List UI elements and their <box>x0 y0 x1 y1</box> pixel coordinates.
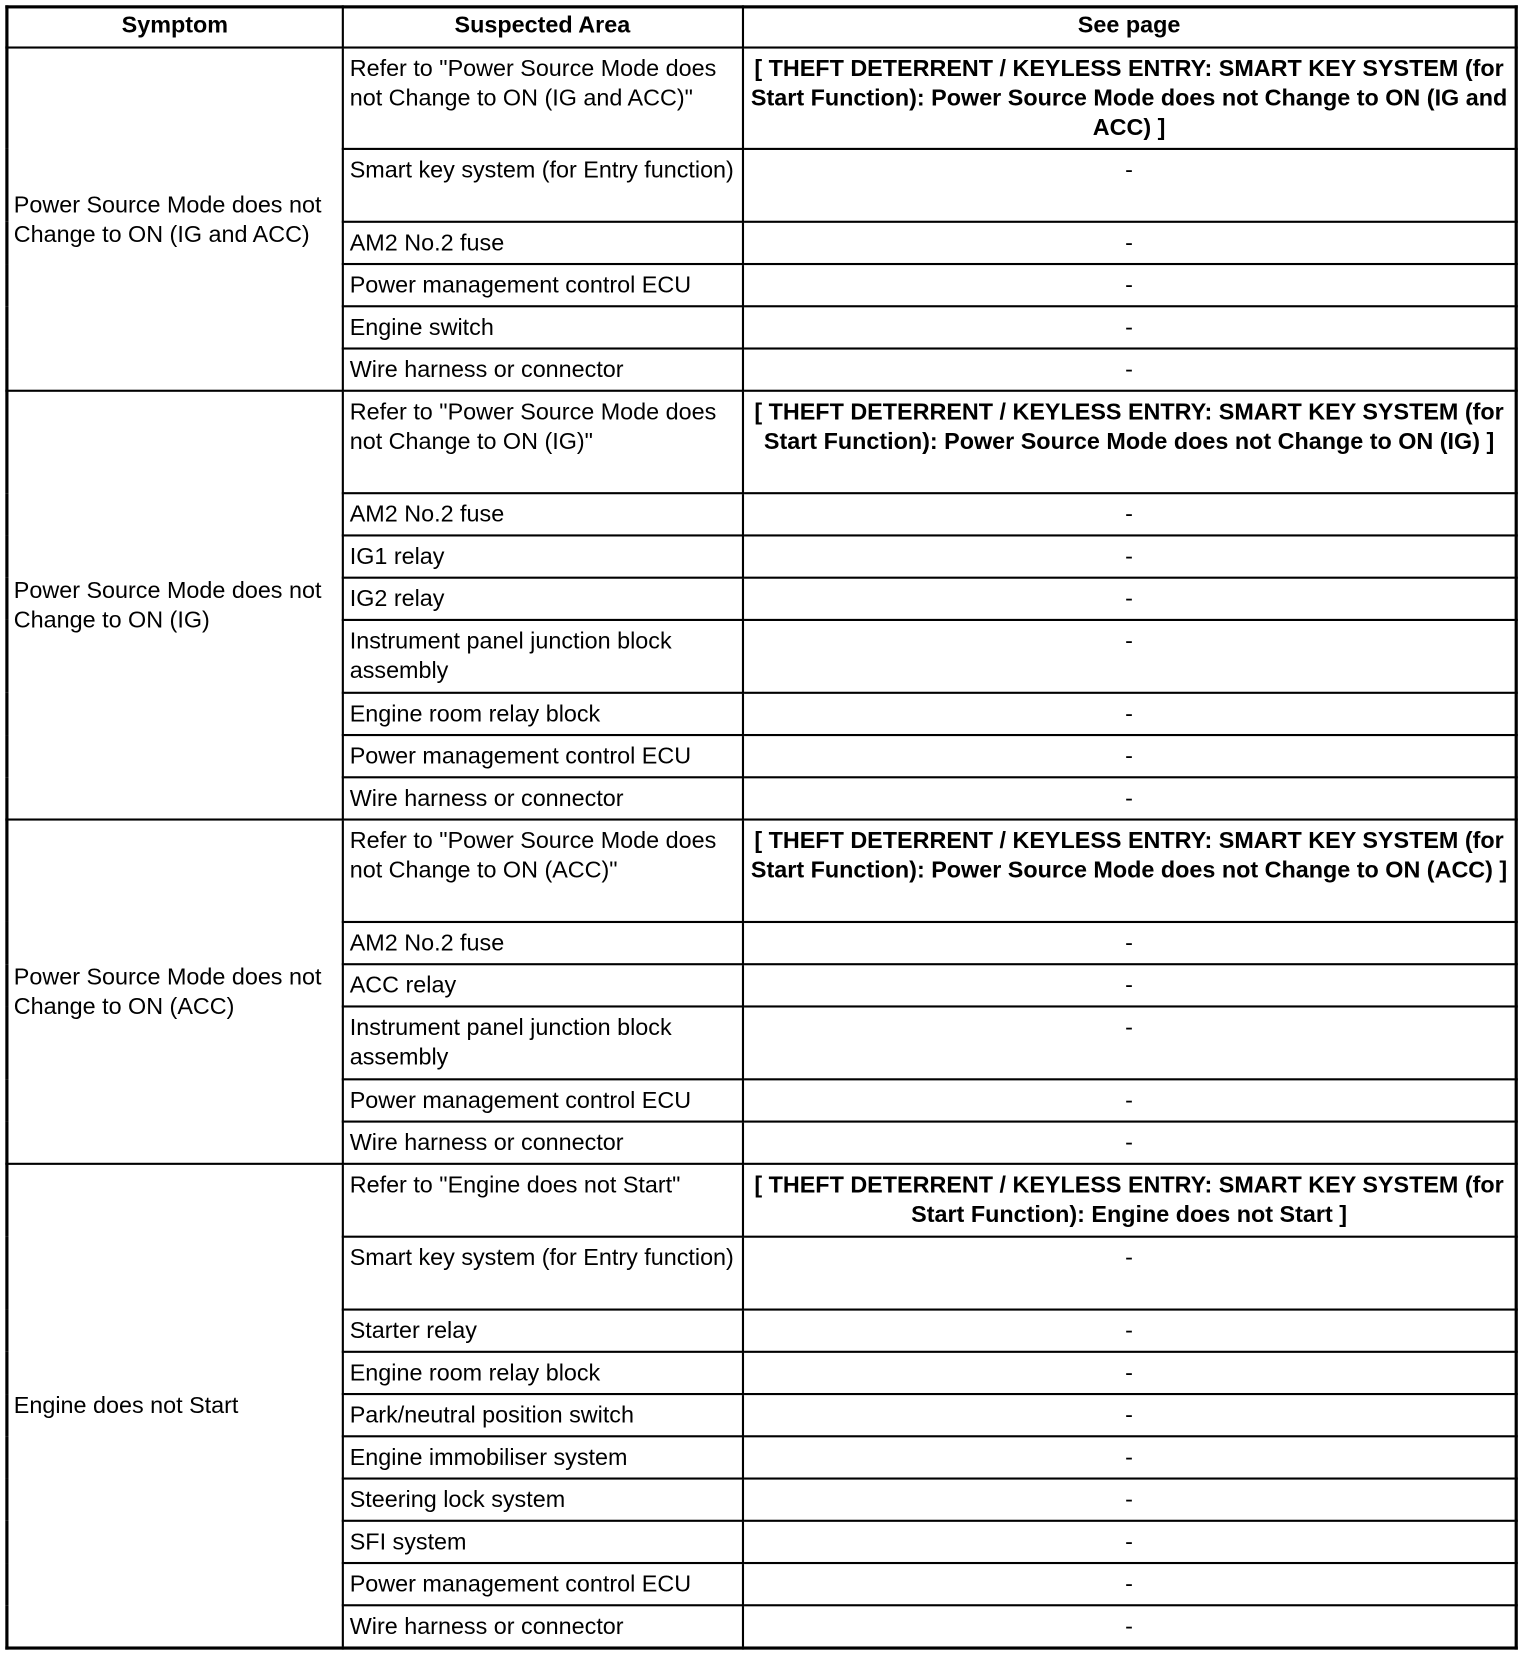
header-suspected-area: Suspected Area <box>342 7 742 48</box>
see-page-reference[interactable]: [ THEFT DETERRENT / KEYLESS ENTRY: SMART KEY SYSTEM (for Start Function): Power Source Mode does not Change to ON (ACC) ] <box>742 820 1516 922</box>
area-cell: Park/neutral position switch <box>342 1394 742 1436</box>
see-page-cell: - <box>742 493 1516 535</box>
see-page-cell: - <box>742 1563 1516 1605</box>
symptom-cell: Power Source Mode does not Change to ON (ACC) <box>7 820 342 1164</box>
see-page-reference[interactable]: [ THEFT DETERRENT / KEYLESS ENTRY: SMART KEY SYSTEM (for Start Function): Power Source Mode does not Change to ON (IG) ] <box>742 391 1516 493</box>
table-row <box>7 391 1516 493</box>
table-row <box>7 820 1516 922</box>
area-cell: Refer to "Power Source Mode does not Change to ON (IG)" <box>342 391 742 493</box>
area-cell: Smart key system (for Entry function) <box>342 1237 742 1310</box>
area-cell: AM2 No.2 fuse <box>342 222 742 264</box>
see-page-cell: - <box>742 693 1516 735</box>
area-cell: Wire harness or connector <box>342 1122 742 1164</box>
see-page-reference[interactable]: [ THEFT DETERRENT / KEYLESS ENTRY: SMART KEY SYSTEM (for Start Function): Power Source Mode does not Change to ON (IG and ACC) ] <box>742 48 1516 149</box>
see-page-cell: - <box>742 535 1516 577</box>
see-page-cell: - <box>742 306 1516 348</box>
header-see-page: See page <box>742 7 1516 48</box>
see-page-cell: - <box>742 777 1516 819</box>
area-cell: Wire harness or connector <box>342 1605 742 1648</box>
area-cell: Starter relay <box>342 1310 742 1352</box>
area-cell: Instrument panel junction block assembly <box>342 620 742 693</box>
area-cell: Power management control ECU <box>342 1079 742 1121</box>
see-page-cell: - <box>742 578 1516 620</box>
see-page-cell: - <box>742 1006 1516 1079</box>
area-cell: Engine room relay block <box>342 693 742 735</box>
area-cell: IG2 relay <box>342 578 742 620</box>
troubleshooting-table <box>5 5 1517 1649</box>
see-page-cell: - <box>742 1079 1516 1121</box>
area-cell: Power management control ECU <box>342 735 742 777</box>
area-cell: Engine immobiliser system <box>342 1436 742 1478</box>
see-page-cell: - <box>742 1605 1516 1648</box>
symptom-cell: Power Source Mode does not Change to ON (IG and ACC) <box>7 48 342 391</box>
area-cell: Power management control ECU <box>342 264 742 306</box>
header-symptom: Symptom <box>7 7 342 48</box>
see-page-cell: - <box>742 1436 1516 1478</box>
see-page-reference[interactable]: [ THEFT DETERRENT / KEYLESS ENTRY: SMART KEY SYSTEM (for Start Function): Engine does not Start ] <box>742 1164 1516 1237</box>
area-cell: Wire harness or connector <box>342 349 742 391</box>
area-cell: ACC relay <box>342 964 742 1006</box>
see-page-cell: - <box>742 620 1516 693</box>
area-cell: Steering lock system <box>342 1479 742 1521</box>
see-page-cell: - <box>742 1521 1516 1563</box>
see-page-cell: - <box>742 1352 1516 1394</box>
area-cell: IG1 relay <box>342 535 742 577</box>
area-cell: Refer to "Power Source Mode does not Change to ON (ACC)" <box>342 820 742 922</box>
area-cell: Smart key system (for Entry function) <box>342 149 742 222</box>
table-row <box>7 1164 1516 1237</box>
area-cell: Power management control ECU <box>342 1563 742 1605</box>
area-cell: AM2 No.2 fuse <box>342 922 742 964</box>
symptom-cell: Power Source Mode does not Change to ON (IG) <box>7 391 342 820</box>
see-page-cell: - <box>742 149 1516 222</box>
area-cell: SFI system <box>342 1521 742 1563</box>
see-page-cell: - <box>742 264 1516 306</box>
area-cell: Engine room relay block <box>342 1352 742 1394</box>
area-cell: Instrument panel junction block assembly <box>342 1006 742 1079</box>
area-cell: Wire harness or connector <box>342 777 742 819</box>
see-page-cell: - <box>742 1394 1516 1436</box>
see-page-cell: - <box>742 1310 1516 1352</box>
area-cell: AM2 No.2 fuse <box>342 493 742 535</box>
see-page-cell: - <box>742 964 1516 1006</box>
see-page-cell: - <box>742 349 1516 391</box>
table-row <box>7 48 1516 149</box>
see-page-cell: - <box>742 1122 1516 1164</box>
area-cell: Engine switch <box>342 306 742 348</box>
see-page-cell: - <box>742 1479 1516 1521</box>
see-page-cell: - <box>742 735 1516 777</box>
see-page-cell: - <box>742 922 1516 964</box>
symptom-cell: Engine does not Start <box>7 1164 342 1648</box>
see-page-cell: - <box>742 222 1516 264</box>
header-row <box>7 7 1516 48</box>
area-cell: Refer to "Engine does not Start" <box>342 1164 742 1237</box>
area-cell: Refer to "Power Source Mode does not Change to ON (IG and ACC)" <box>342 48 742 149</box>
see-page-cell: - <box>742 1237 1516 1310</box>
